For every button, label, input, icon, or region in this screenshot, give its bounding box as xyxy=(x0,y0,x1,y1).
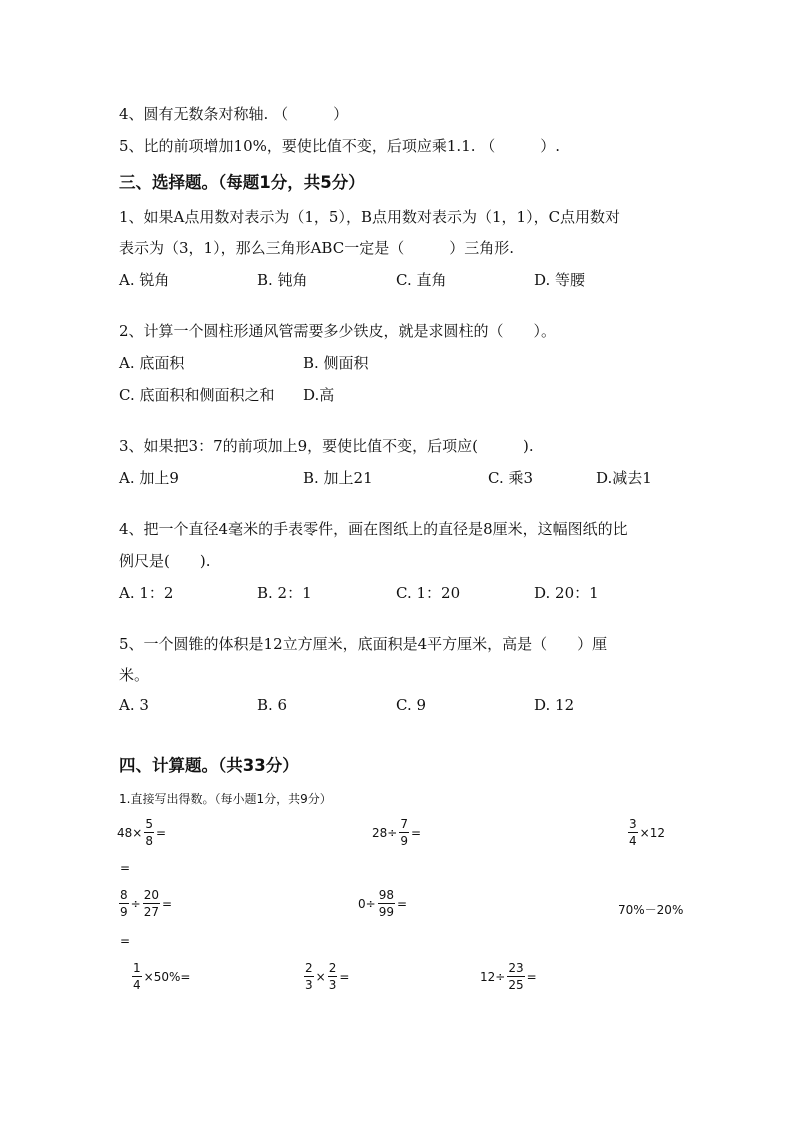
choice-q4-line1: 4、把一个直径4毫米的手表零件，画在图纸上的直径是8厘米，这幅图纸的比 xyxy=(119,520,628,538)
choice-q5-option-c: C. 9 xyxy=(396,696,427,714)
choice-q1-option-c: C. 直角 xyxy=(396,271,447,289)
calc-expression-8: $\frac{2}{3}$ × $\frac{2}{3}$ = xyxy=(305,961,350,992)
calc-equals-wrap-1: = xyxy=(120,861,131,875)
choice-q5-option-b: B. 6 xyxy=(257,696,288,714)
choice-q3-line1: 3、如果把3：7的前项加上9，要使比值不变，后项应( ). xyxy=(119,437,534,455)
choice-q2-option-c: C. 底面积和侧面积之和 xyxy=(119,386,275,404)
fraction: $\frac{2}{3}$ xyxy=(328,961,337,992)
fraction: $\frac{8}{9}$ xyxy=(120,888,128,919)
section-heading-choice: 三、选择题。（每题1分，共5分） xyxy=(119,173,365,192)
fraction: $\frac{2}{3}$ xyxy=(305,961,313,992)
choice-q4-line2: 例尺是( ). xyxy=(119,552,211,570)
fraction: $\frac{3}{4}$ xyxy=(629,817,637,848)
choice-q3-option-b: B. 加上21 xyxy=(303,469,373,487)
choice-q4-option-b: B. 2：1 xyxy=(257,584,312,602)
fraction: $\frac{98}{99}$ xyxy=(378,888,394,919)
choice-q4-option-c: C. 1：20 xyxy=(396,584,461,602)
choice-q1-line2: 表示为（3，1），那么三角形ABC一定是（ ）三角形. xyxy=(119,239,514,257)
choice-q4-option-a: A. 1：2 xyxy=(119,584,174,602)
choice-q5-option-d: D. 12 xyxy=(534,696,575,714)
choice-q1-option-b: B. 钝角 xyxy=(257,271,308,289)
fraction: $\frac{1}{4}$ xyxy=(133,961,141,992)
fraction: $\frac{23}{25}$ xyxy=(508,961,524,992)
calc-expression-3: $\frac{3}{4}$ ×12 xyxy=(629,817,665,848)
choice-q5-option-a: A. 3 xyxy=(119,696,149,714)
calc-expression-6: 70%－20% xyxy=(618,903,684,917)
calc-expression-1: 48× $\frac{5}{8}$ = xyxy=(117,817,167,848)
choice-q5-line1: 5、一个圆锥的体积是12立方厘米，底面积是4平方厘米，高是（ ）厘 xyxy=(119,635,608,653)
fraction: $\frac{20}{27}$ xyxy=(143,888,159,919)
choice-q3-option-c: C. 乘3 xyxy=(488,469,534,487)
judge-question-4: 4、圆有无数条对称轴. （ ） xyxy=(119,105,349,123)
calc-expression-4: $\frac{8}{9}$ ÷ $\frac{20}{27}$ = xyxy=(120,888,173,919)
calc-equals-wrap-2: = xyxy=(120,934,131,948)
choice-q1-option-d: D. 等腰 xyxy=(534,271,586,289)
choice-q3-option-d: D.减去1 xyxy=(596,469,652,487)
choice-q4-option-d: D. 20：1 xyxy=(534,584,599,602)
calc-subheading-1: 1.直接写出得数。（每小题1分，共9分） xyxy=(119,792,332,806)
calc-expression-9: 12÷ $\frac{23}{25}$ = xyxy=(480,961,537,992)
calc-expression-5: 0÷ $\frac{98}{99}$ = xyxy=(358,888,408,919)
choice-q1-option-a: A. 锐角 xyxy=(119,271,170,289)
fraction: $\frac{7}{9}$ xyxy=(400,817,408,848)
judge-question-5: 5、比的前项增加10%，要使比值不变，后项应乘1.1. （ ）. xyxy=(119,137,561,155)
calc-expression-7: $\frac{1}{4}$ ×50%= xyxy=(133,961,191,992)
choice-q2-option-d: D.高 xyxy=(303,386,335,404)
calc-expression-2: 28÷ $\frac{7}{9}$ = xyxy=(372,817,422,848)
choice-q5-line2: 米。 xyxy=(119,666,150,684)
choice-q1-line1: 1、如果A点用数对表示为（1，5），B点用数对表示为（1，1），C点用数对 xyxy=(119,208,621,226)
section-heading-calc: 四、计算题。（共33分） xyxy=(119,756,299,775)
choice-q3-option-a: A. 加上9 xyxy=(119,469,179,487)
choice-q2-option-a: A. 底面积 xyxy=(119,354,185,372)
choice-q2-line1: 2、计算一个圆柱形通风管需要多少铁皮，就是求圆柱的（ ）。 xyxy=(119,322,557,340)
fraction: $\frac{5}{8}$ xyxy=(145,817,153,848)
choice-q2-option-b: B. 侧面积 xyxy=(303,354,369,372)
